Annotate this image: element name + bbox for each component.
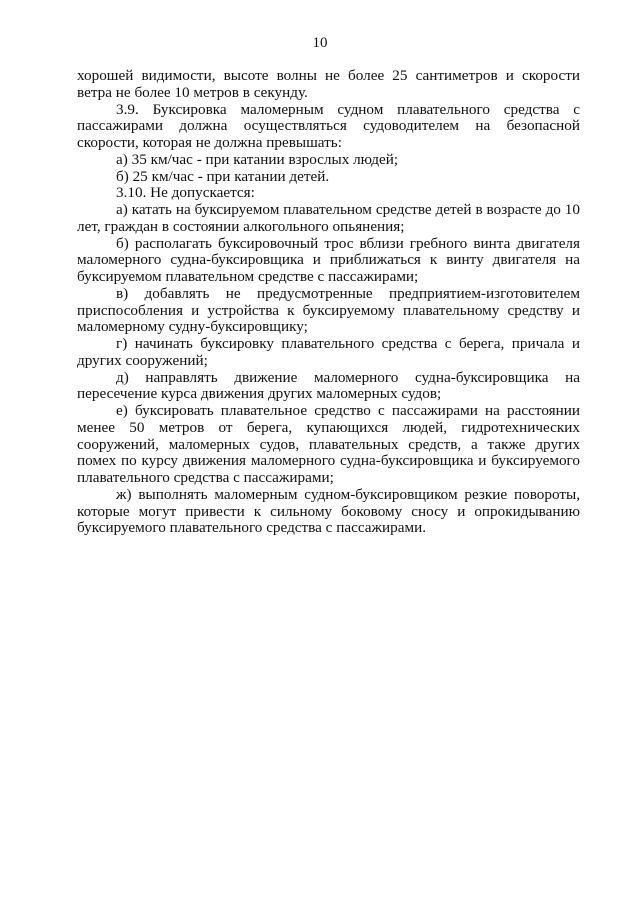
list-item-zh: ж) выполнять маломерным судном-буксировщиком резкие повороты, которые могут привести к сильному боковому сносу и опрокидыванию буксируемого плавательного средства с пассажирами. — [77, 485, 580, 537]
list-item-d: д) направлять движение маломерного судна-буксировщика на пересечение курса движения других маломерных судов; — [77, 368, 580, 403]
list-item-a: а) катать на буксируемом плавательном средстве детей в возрасте до 10 лет, граждан в состоянии алкогольного опьянения; — [77, 201, 580, 235]
list-item-speed-adults: а) 35 км/час - при катании взрослых людей; — [116, 150, 399, 168]
list-item-b: б) располагать буксировочный трос вблизи гребного винта двигателя маломерного судна-буксировщика и приближаться к винту двигателя на буксируемом плавательном средстве с пассажирами; — [77, 234, 580, 285]
list-item-g: г) начинать буксировку плавательного средства с берега, причала и других сооружений; — [77, 335, 580, 369]
page-number: 10 — [312, 35, 328, 51]
list-item-e: е) буксировать плавательное средство с пассажирами на расстоянии менее 50 метров от берега, купающихся людей, гидротехнических сооружений, маломерных судов, плавательных средств, а также других помех по курсу движения маломерного судна-буксировщика и буксируемого плавательного средства с пассажирами; — [77, 402, 580, 486]
paragraph-3-9: 3.9. Буксировка маломерным судном плавательного средства с пассажирами должна осуществляться судоводителем на безопасной скорости, которая не должна превышать: — [77, 100, 580, 151]
list-item-speed-children: б) 25 км/час - при катании детей. — [116, 167, 330, 185]
paragraph-continuation: хорошей видимости, высоте волны не более 25 сантиметров и скорости ветра не более 10 метров в секунду. — [77, 67, 580, 101]
document-body — [77, 68, 580, 537]
list-item-v: в) добавлять не предусмотренные предприятием-изготовителем приспособления и устройства к буксируемому плавательному средству и маломерному судну-буксировщику; — [77, 284, 580, 336]
paragraph-3-10: 3.10. Не допускается: — [116, 184, 255, 202]
